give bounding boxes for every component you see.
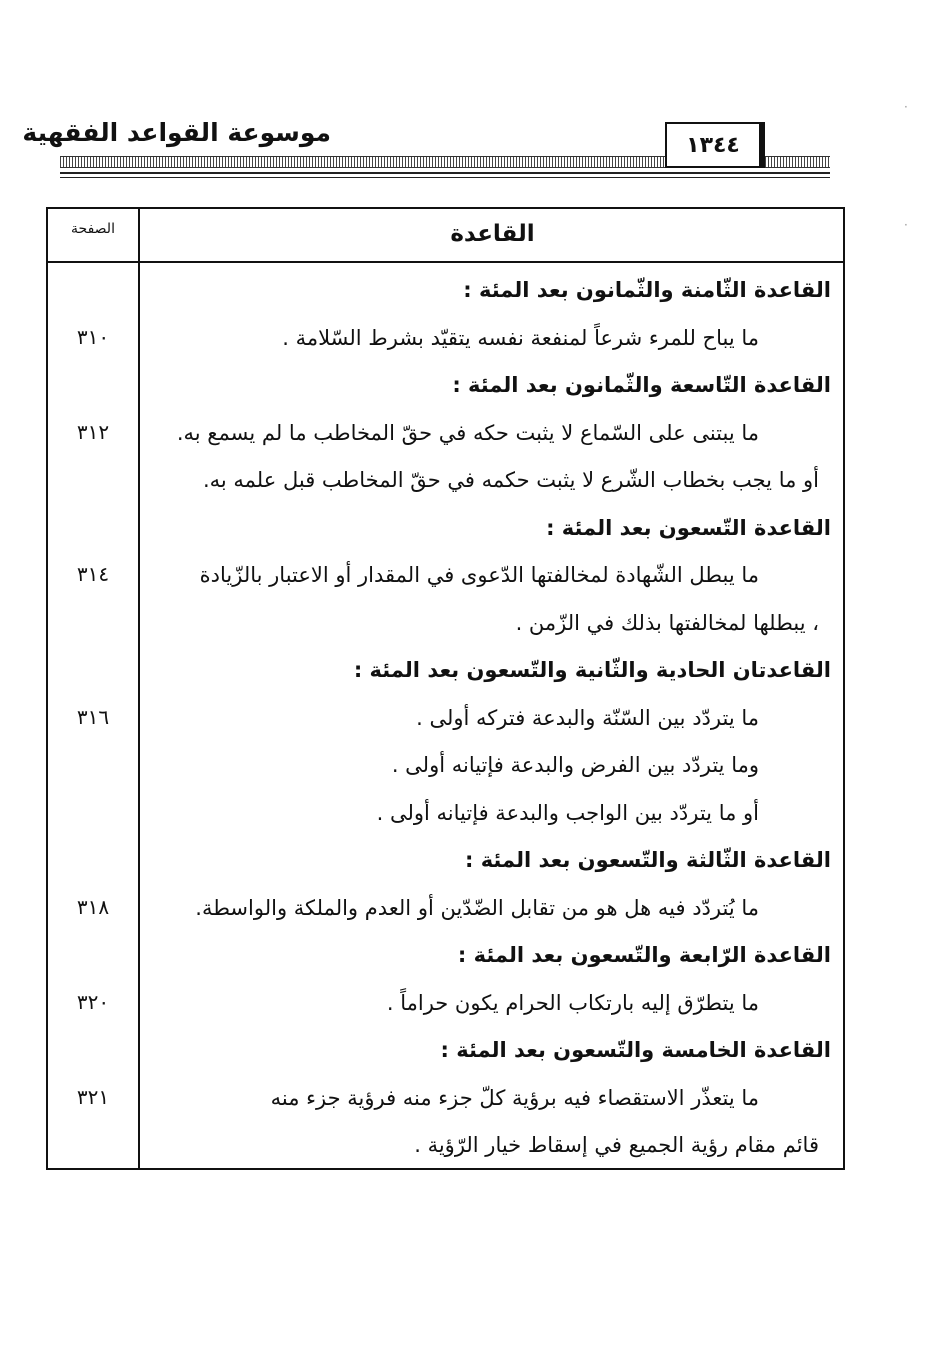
page-reference: ٣١٢ (76, 419, 110, 444)
table-row (48, 887, 843, 934)
rule-text: ما يبتنى على السّماع لا يثبت حكه في حقّ المخاطب ما لم يسمع به. (176, 420, 759, 445)
table-row (48, 649, 843, 696)
page-reference: ٣٢١ (76, 1084, 110, 1109)
rule-text: ، يبطلها لمخالفتها بذلك في الزّمن . (515, 610, 819, 635)
rule-heading: القاعدة الرّابعة والتّسعون بعد المئة : (457, 943, 831, 967)
book-title: موسوعة القواعد الفقهية (22, 118, 331, 147)
page-reference: ٣١٨ (76, 894, 110, 919)
table-row (48, 269, 843, 316)
table-row (48, 697, 843, 744)
table-row (48, 459, 843, 506)
table-row (48, 317, 843, 364)
rule-text: ما يُتردّد فيه هل هو من تقابل الضّدّين أو العدم والملكة والواسطة. (195, 895, 759, 920)
table-row (48, 1029, 843, 1076)
table-row (48, 602, 843, 649)
rule-heading: القاعدة الثّالثة والتّسعون بعد المئة : (464, 848, 831, 872)
rule-text: أو ما يتردّد بين الواجب والبدعة فإتيانه أولى . (376, 800, 759, 825)
table-row (48, 934, 843, 981)
column-header-rule: القاعدة (450, 221, 535, 247)
rule-heading: القاعدة التّسعون بعد المئة : (546, 515, 831, 540)
header-rule (60, 172, 830, 174)
page-reference: ٣٢٠ (76, 989, 110, 1014)
page-reference: ٣١٦ (76, 704, 110, 729)
rule-text: أو ما يجب بخطاب الشّرع لا يثبت حكمه في حقّ المخاطب قبل علمه به. (202, 468, 819, 492)
page-reference: ٣١٠ (76, 324, 110, 349)
header-divider (48, 261, 843, 263)
table-row (48, 982, 843, 1029)
rule-heading: القاعدة التّاسعة والثّمانون بعد المئة : (452, 373, 831, 397)
table-row (48, 1124, 843, 1171)
rules-index-table (46, 207, 845, 1170)
table-row (48, 744, 843, 791)
rule-heading: القاعدة الخامسة والتّسعون بعد المئة : (440, 1038, 831, 1062)
table-row (48, 554, 843, 601)
table-row (48, 364, 843, 411)
rule-heading: القاعدتان الحادية والثّانية والتّسعون بعد المئة : (353, 658, 831, 682)
table-row (48, 412, 843, 459)
table-row (48, 1077, 843, 1124)
rule-text: ما يتعذّر الاستقصاء فيه برؤية كلّ جزء منه فرؤية جزء منه (270, 1085, 759, 1110)
margin-mark: · (904, 218, 908, 232)
rule-text: ما يتطرّق إليه بارتكاب الحرام يكون حراماً . (386, 990, 759, 1015)
column-header-page: الصفحة (71, 221, 115, 237)
rule-text: ما يباح للمرء شرعاً لمنفعة نفسه يتقيّد بشرط السّلامة . (282, 325, 759, 350)
rule-text: ما يبطل الشّهادة لمخالفتها الدّعوى في المقدار أو الاعتبار بالزّيادة (199, 563, 759, 587)
rule-text: قائم مقام رؤية الجميع في إسقاط خيار الرّؤية . (414, 1133, 819, 1157)
page-reference: ٣١٤ (76, 562, 110, 586)
table-row (48, 507, 843, 554)
rule-text: وما يتردّد بين الفرض والبدعة فإتيانه أولى . (391, 753, 759, 777)
rule-heading: القاعدة الثّامنة والثّمانون بعد المئة : (463, 278, 831, 302)
margin-mark: · (904, 100, 908, 114)
page-number-box: ١٣٤٤ (665, 122, 765, 168)
table-row (48, 792, 843, 839)
table-row (48, 839, 843, 886)
header-rule (60, 177, 830, 178)
rule-text: ما يتردّد بين السّنّة والبدعة فتركه أولى . (416, 705, 759, 730)
